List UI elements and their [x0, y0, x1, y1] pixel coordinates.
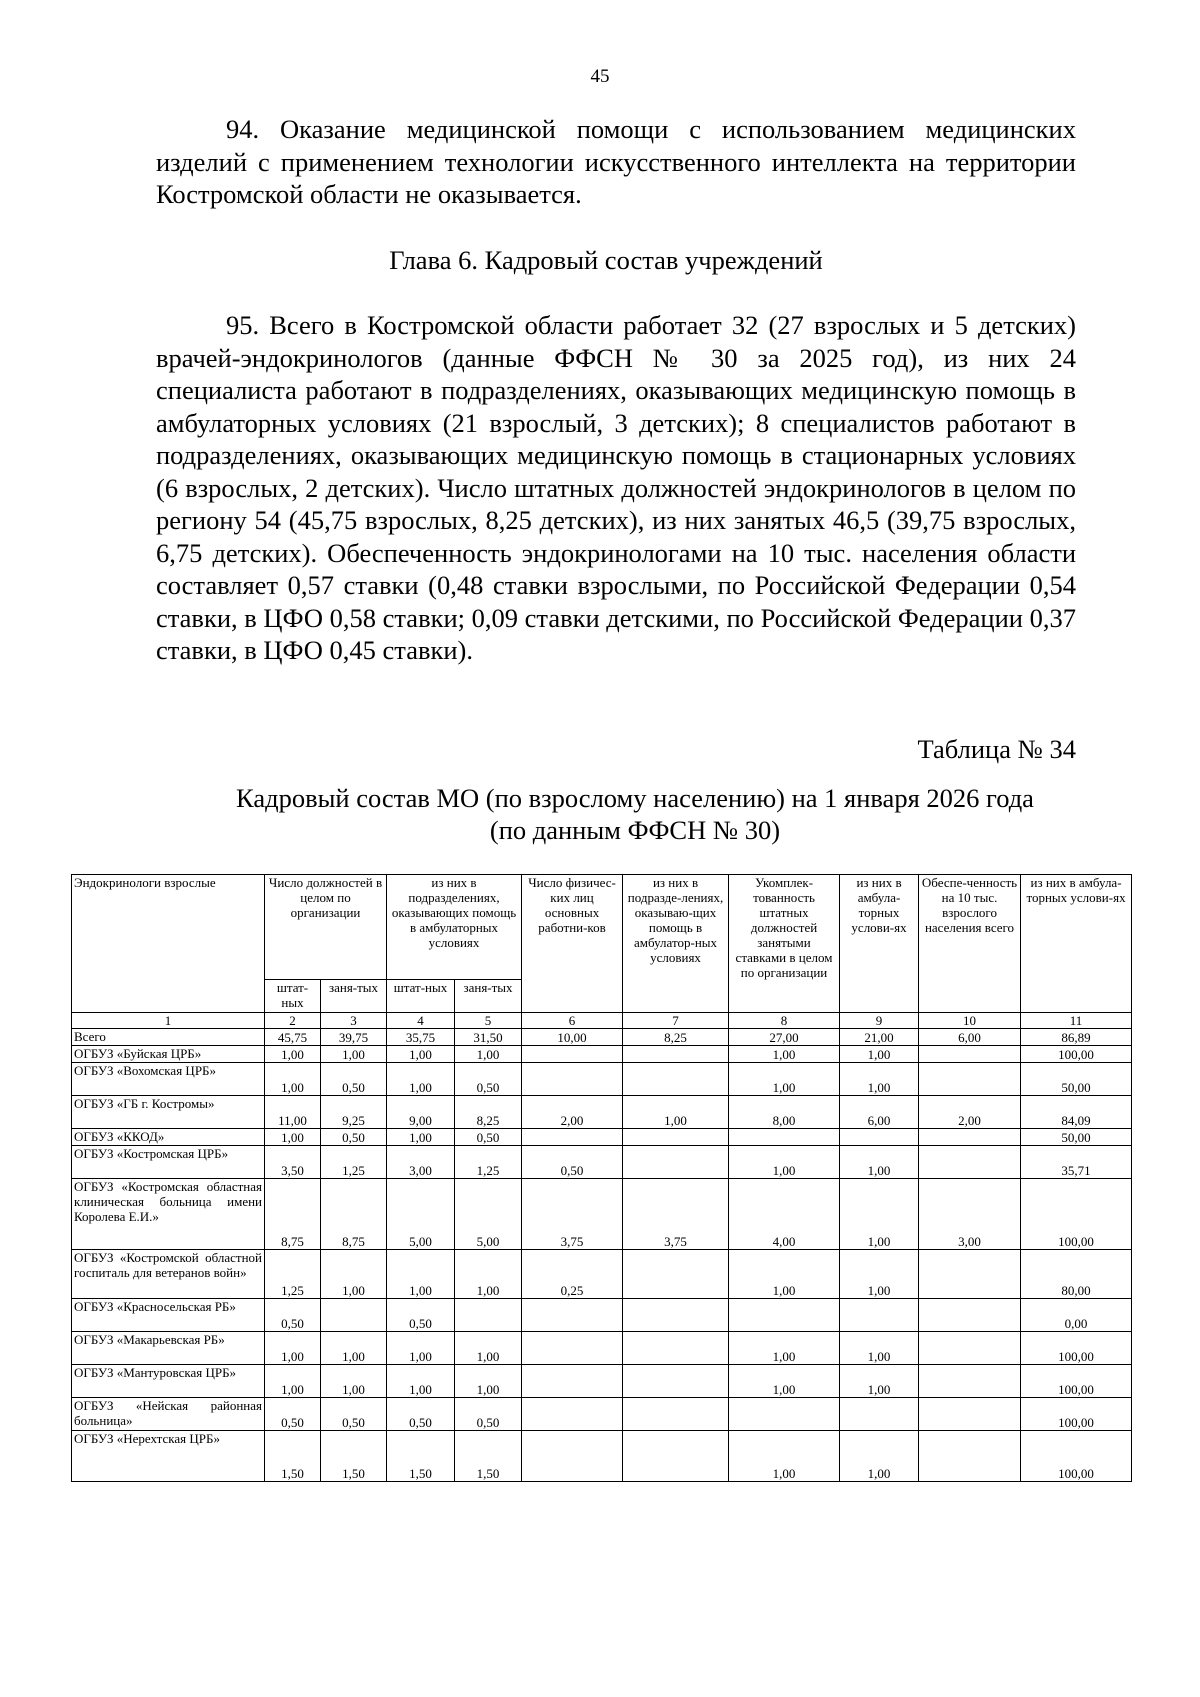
- value-cell: 1,50: [455, 1431, 522, 1482]
- value-cell: 1,00: [729, 1431, 840, 1482]
- value-cell: 1,00: [455, 1250, 522, 1299]
- value-cell: [623, 1299, 729, 1332]
- header-cell-endocrinologists: Эндокринологи взрослые: [72, 875, 265, 1013]
- value-cell: 0,50: [455, 1129, 522, 1146]
- index-cell: 10: [919, 1013, 1021, 1029]
- header-cell-staffing-rate: Укомплек-тованность штатных должностей занятыми ставками в целом по организации: [729, 875, 840, 1013]
- value-cell: 1,00: [729, 1146, 840, 1179]
- value-cell: [729, 1398, 840, 1431]
- value-cell: 1,00: [321, 1365, 387, 1398]
- row-name-cell: ОГБУЗ «Костромской областной госпиталь для ветеранов войн»: [72, 1250, 265, 1299]
- header-cell-individuals-ambulatory: из них в подразде-лениях, оказываю-щих помощь в амбулатор-ных условиях: [623, 875, 729, 1013]
- value-cell: [522, 1332, 623, 1365]
- value-cell: 1,25: [321, 1146, 387, 1179]
- index-cell: 3: [321, 1013, 387, 1029]
- row-name-cell: ОГБУЗ «Макарьевская РБ»: [72, 1332, 265, 1365]
- value-cell: 3,75: [522, 1179, 623, 1250]
- table-row: [72, 1398, 1132, 1431]
- value-cell: 0,50: [522, 1146, 623, 1179]
- value-cell: [623, 1046, 729, 1063]
- value-cell: 9,25: [321, 1096, 387, 1129]
- value-cell: 0,50: [265, 1398, 321, 1431]
- row-name-cell: ОГБУЗ «Красносельская РБ»: [72, 1299, 265, 1332]
- value-cell: 1,00: [321, 1332, 387, 1365]
- value-cell: 1,00: [840, 1365, 919, 1398]
- table-title-line-2: (по данным ФФСН № 30): [489, 815, 781, 845]
- value-cell: [729, 1129, 840, 1146]
- table-row: [72, 1250, 1132, 1299]
- table-row: [72, 1431, 1132, 1482]
- value-cell: 100,00: [1021, 1046, 1132, 1063]
- index-cell: 5: [455, 1013, 522, 1029]
- value-cell: 1,00: [729, 1046, 840, 1063]
- value-cell: 100,00: [1021, 1398, 1132, 1431]
- value-cell: 8,25: [623, 1029, 729, 1046]
- value-cell: 1,00: [729, 1365, 840, 1398]
- value-cell: 0,50: [265, 1299, 321, 1332]
- row-name-cell: ОГБУЗ «Нейская районная больница»: [72, 1398, 265, 1431]
- row-name-cell: ОГБУЗ «Нерехтская ЦРБ»: [72, 1431, 265, 1482]
- index-cell: 8: [729, 1013, 840, 1029]
- value-cell: [919, 1431, 1021, 1482]
- value-cell: [623, 1431, 729, 1482]
- header-row-1: [72, 875, 1132, 980]
- value-cell: [623, 1129, 729, 1146]
- index-cell: 7: [623, 1013, 729, 1029]
- value-cell: 1,00: [729, 1332, 840, 1365]
- value-cell: 1,00: [387, 1250, 455, 1299]
- value-cell: 1,00: [840, 1431, 919, 1482]
- value-cell: [522, 1431, 623, 1482]
- value-cell: 100,00: [1021, 1179, 1132, 1250]
- table-title-line-1: Кадровый состав МО (по взрослому населению) на 1 января 2026 года: [236, 783, 1034, 813]
- table-row: [72, 1029, 1132, 1046]
- index-cell: 2: [265, 1013, 321, 1029]
- value-cell: 3,00: [919, 1179, 1021, 1250]
- value-cell: 2,00: [919, 1096, 1021, 1129]
- value-cell: [623, 1250, 729, 1299]
- row-name-cell: ОГБУЗ «Костромская областная клиническая больница имени Королева Е.И.»: [72, 1179, 265, 1250]
- row-name-cell: Всего: [72, 1029, 265, 1046]
- value-cell: 1,25: [265, 1250, 321, 1299]
- value-cell: 6,00: [840, 1096, 919, 1129]
- value-cell: 5,00: [387, 1179, 455, 1250]
- value-cell: 1,00: [265, 1129, 321, 1146]
- value-cell: [623, 1365, 729, 1398]
- value-cell: 100,00: [1021, 1365, 1132, 1398]
- value-cell: 2,00: [522, 1096, 623, 1129]
- value-cell: 1,00: [387, 1365, 455, 1398]
- table-body: [72, 1029, 1132, 1482]
- value-cell: [522, 1129, 623, 1146]
- index-cell: 6: [522, 1013, 623, 1029]
- value-cell: 6,00: [919, 1029, 1021, 1046]
- column-index-row: [72, 1013, 1132, 1029]
- value-cell: 50,00: [1021, 1129, 1132, 1146]
- value-cell: 100,00: [1021, 1431, 1132, 1482]
- value-cell: 1,00: [321, 1046, 387, 1063]
- value-cell: 1,00: [265, 1063, 321, 1096]
- value-cell: 45,75: [265, 1029, 321, 1046]
- header-cell-zan: заня-тых: [321, 980, 387, 1013]
- header-cell-positions-ambulatory: из них в подразделениях, оказывающих помощь в амбулаторных условиях: [387, 875, 522, 980]
- value-cell: 8,00: [729, 1096, 840, 1129]
- paragraph-94: 94. Оказание медицинской помощи с использованием медицинских изделий с применением технологии искусственного интеллекта на территории Костромской области не оказывается.: [156, 114, 1076, 209]
- row-name-cell: ОГБУЗ «Мантуровская ЦРБ»: [72, 1365, 265, 1398]
- header-cell-zan: заня-тых: [455, 980, 522, 1013]
- value-cell: [522, 1046, 623, 1063]
- index-cell: 1: [72, 1013, 265, 1029]
- row-name-cell: ОГБУЗ «Костромская ЦРБ»: [72, 1146, 265, 1179]
- index-cell: 4: [387, 1013, 455, 1029]
- value-cell: 1,00: [840, 1250, 919, 1299]
- index-cell: 9: [840, 1013, 919, 1029]
- value-cell: 1,00: [840, 1332, 919, 1365]
- value-cell: [840, 1129, 919, 1146]
- value-cell: 1,00: [729, 1063, 840, 1096]
- value-cell: [919, 1398, 1021, 1431]
- table-row: [72, 1179, 1132, 1250]
- value-cell: 1,50: [321, 1431, 387, 1482]
- value-cell: 100,00: [1021, 1332, 1132, 1365]
- value-cell: [919, 1250, 1021, 1299]
- value-cell: [522, 1063, 623, 1096]
- value-cell: 0,50: [321, 1063, 387, 1096]
- header-cell-shtat: штат-ных: [265, 980, 321, 1013]
- value-cell: [522, 1365, 623, 1398]
- value-cell: 1,25: [455, 1146, 522, 1179]
- value-cell: [623, 1146, 729, 1179]
- value-cell: [919, 1063, 1021, 1096]
- table-number: Таблица № 34: [917, 734, 1076, 764]
- value-cell: 35,75: [387, 1029, 455, 1046]
- value-cell: 1,00: [455, 1046, 522, 1063]
- value-cell: 84,09: [1021, 1096, 1132, 1129]
- value-cell: 8,25: [455, 1096, 522, 1129]
- value-cell: 80,00: [1021, 1250, 1132, 1299]
- value-cell: [729, 1299, 840, 1332]
- staffing-table: [71, 874, 1132, 1482]
- value-cell: 0,00: [1021, 1299, 1132, 1332]
- value-cell: 9,00: [387, 1096, 455, 1129]
- value-cell: 1,00: [387, 1046, 455, 1063]
- value-cell: 1,00: [265, 1365, 321, 1398]
- value-cell: 1,00: [729, 1250, 840, 1299]
- header-cell-positions-total: Число должностей в целом по организации: [265, 875, 387, 980]
- value-cell: 1,00: [840, 1063, 919, 1096]
- value-cell: 11,00: [265, 1096, 321, 1129]
- value-cell: 5,00: [455, 1179, 522, 1250]
- paragraph-95: 95. Всего в Костромской области работает 32 (27 взрослых и 5 детских) врачей-эндокринологов (данные ФФСН № 30 за 2025 год), из них 24 специалиста работают в подразделениях, оказывающих медицинскую помощь в амбулаторных условиях (21 взрослый, 3 детских); 8 специалистов работают в подразделениях, оказывающих медицинскую помощь в стационарных условиях (6 взрослых, 2 детских). Число штатных должностей эндокринологов в целом по региону 54 (45,75 взрослых, 8,25 детских), из них занятых 46,5 (39,75 взрослых, 6,75 детских). Обеспеченность эндокринологами на 10 тыс. населения области составляет 0,57 ставки (0,48 ставки взрослыми, по Российской Федерации 0,54 ставки, в ЦФО 0,58 ставки; 0,09 ставки детскими, по Российской Федерации 0,37 ставки, в ЦФО 0,45 ставки).: [156, 310, 1076, 665]
- value-cell: 8,75: [265, 1179, 321, 1250]
- value-cell: 1,00: [840, 1046, 919, 1063]
- value-cell: 0,50: [387, 1299, 455, 1332]
- value-cell: 1,00: [455, 1332, 522, 1365]
- value-cell: 0,25: [522, 1250, 623, 1299]
- value-cell: 39,75: [321, 1029, 387, 1046]
- table-row: [72, 1046, 1132, 1063]
- value-cell: 1,00: [265, 1332, 321, 1365]
- row-name-cell: ОГБУЗ «Вохомская ЦРБ»: [72, 1063, 265, 1096]
- value-cell: [919, 1046, 1021, 1063]
- header-cell-provision-ambulatory: из них в амбула-торных услови-ях: [1021, 875, 1132, 1013]
- value-cell: 3,75: [623, 1179, 729, 1250]
- value-cell: 1,00: [387, 1129, 455, 1146]
- value-cell: [522, 1398, 623, 1431]
- value-cell: 1,00: [387, 1063, 455, 1096]
- value-cell: 0,50: [455, 1063, 522, 1096]
- value-cell: 31,50: [455, 1029, 522, 1046]
- value-cell: 21,00: [840, 1029, 919, 1046]
- table-row: [72, 1129, 1132, 1146]
- value-cell: 4,00: [729, 1179, 840, 1250]
- value-cell: [840, 1398, 919, 1431]
- index-cell: 11: [1021, 1013, 1132, 1029]
- value-cell: [919, 1299, 1021, 1332]
- header-cell-staffing-ambulatory: из них в амбула-торных услови-ях: [840, 875, 919, 1013]
- value-cell: 3,50: [265, 1146, 321, 1179]
- page-number: 45: [590, 66, 610, 87]
- value-cell: 1,00: [321, 1250, 387, 1299]
- value-cell: [623, 1332, 729, 1365]
- value-cell: 1,00: [623, 1096, 729, 1129]
- value-cell: 10,00: [522, 1029, 623, 1046]
- table-row: [72, 1332, 1132, 1365]
- value-cell: 8,75: [321, 1179, 387, 1250]
- table-row: [72, 1096, 1132, 1129]
- value-cell: [919, 1146, 1021, 1179]
- value-cell: 3,00: [387, 1146, 455, 1179]
- header-cell-shtat: штат-ных: [387, 980, 455, 1013]
- value-cell: [455, 1299, 522, 1332]
- value-cell: 1,00: [455, 1365, 522, 1398]
- row-name-cell: ОГБУЗ «ККОД»: [72, 1129, 265, 1146]
- value-cell: 1,50: [387, 1431, 455, 1482]
- value-cell: [623, 1063, 729, 1096]
- value-cell: [840, 1299, 919, 1332]
- value-cell: 0,50: [387, 1398, 455, 1431]
- value-cell: 1,00: [840, 1179, 919, 1250]
- value-cell: [919, 1332, 1021, 1365]
- value-cell: 27,00: [729, 1029, 840, 1046]
- value-cell: 50,00: [1021, 1063, 1132, 1096]
- value-cell: [919, 1129, 1021, 1146]
- value-cell: [623, 1398, 729, 1431]
- value-cell: 0,50: [455, 1398, 522, 1431]
- value-cell: 35,71: [1021, 1146, 1132, 1179]
- value-cell: 0,50: [321, 1129, 387, 1146]
- header-cell-provision: Обеспе-ченность на 10 тыс. взрослого населения всего: [919, 875, 1021, 1013]
- value-cell: [919, 1365, 1021, 1398]
- row-name-cell: ОГБУЗ «ГБ г. Костромы»: [72, 1096, 265, 1129]
- table-row: [72, 1365, 1132, 1398]
- header-cell-individuals: Число физичес-ких лиц основных работни-ков: [522, 875, 623, 1013]
- row-name-cell: ОГБУЗ «Буйская ЦРБ»: [72, 1046, 265, 1063]
- value-cell: [522, 1299, 623, 1332]
- value-cell: 0,50: [321, 1398, 387, 1431]
- value-cell: [321, 1299, 387, 1332]
- value-cell: 1,00: [387, 1332, 455, 1365]
- value-cell: 86,89: [1021, 1029, 1132, 1046]
- table-title: [60, 782, 1200, 846]
- table-row: [72, 1299, 1132, 1332]
- table-row: [72, 1146, 1132, 1179]
- value-cell: 1,00: [265, 1046, 321, 1063]
- chapter-title: Глава 6. Кадровый состав учреждений: [389, 245, 823, 275]
- table-row: [72, 1063, 1132, 1096]
- value-cell: 1,00: [840, 1146, 919, 1179]
- value-cell: 1,50: [265, 1431, 321, 1482]
